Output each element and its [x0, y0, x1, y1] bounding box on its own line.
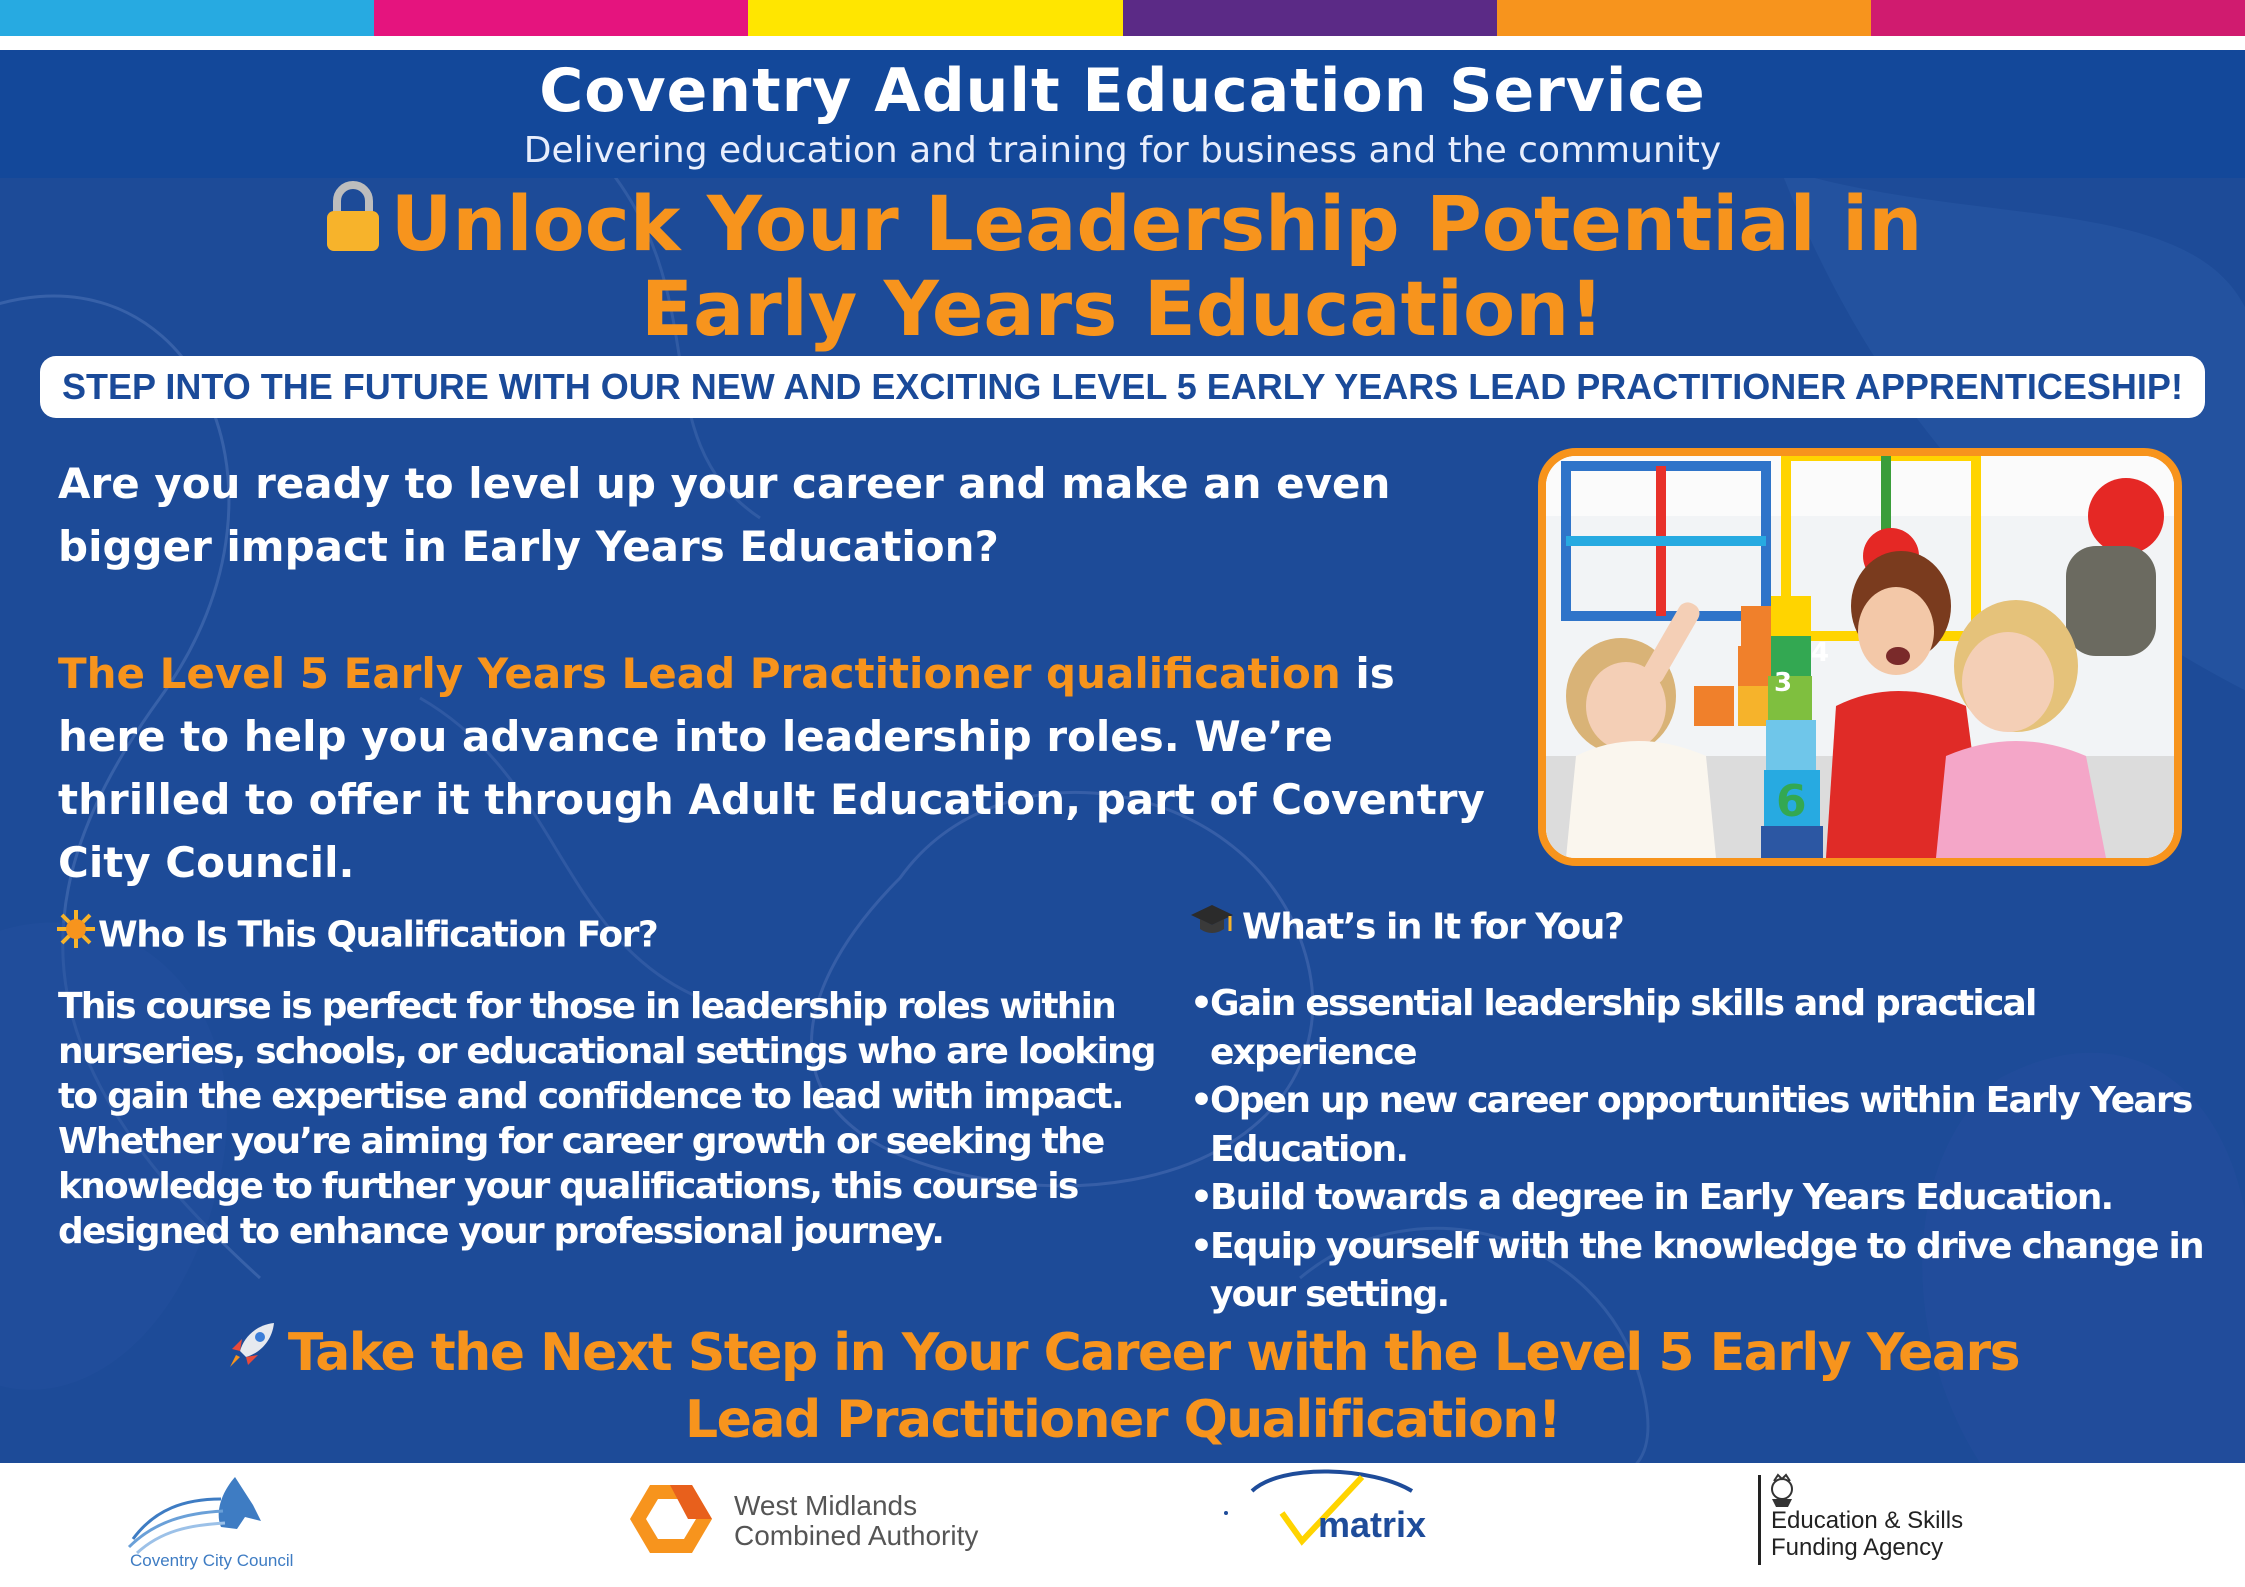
headline-line-1: Unlock Your Leadership Potential in — [390, 179, 1923, 268]
who-for-title — [56, 912, 657, 961]
call-to-action — [0, 1322, 2245, 1451]
footer-logos — [0, 1463, 2245, 1587]
cta-line-1: Take the Next Step in Your Career with the Level 5 Early Years — [287, 1323, 2020, 1383]
graduation-cap-icon — [1190, 901, 1234, 950]
sun-icon — [56, 909, 96, 958]
who-for-body: This course is perfect for those in leadership roles within nurseries, schools, or educational settings who are looking to gain the expertise and confidence to lead with impact. Whether you’re aiming for career growth or seeking the knowledge to further your qualifications, this course is designed to enhance your professional journey. — [58, 986, 1155, 1252]
tagline: Delivering education and training for business and the community — [523, 130, 1722, 171]
header-bar — [0, 50, 2245, 178]
org-name: Coventry Adult Education Service — [539, 56, 1706, 126]
intro-text — [58, 452, 1498, 894]
esfa-logo-text — [1771, 1507, 1963, 1561]
wmca-logo — [628, 1481, 714, 1562]
stripe-segment — [1497, 0, 1871, 36]
esfa-line-2: Funding Agency — [1771, 1534, 1944, 1561]
list-item: • Build towards a degree in Early Years Education. — [1190, 1174, 2210, 1223]
headline-line-2: Early Years Education! — [641, 264, 1604, 353]
color-stripe — [0, 0, 2245, 36]
block-number: 6 — [1776, 776, 1807, 827]
wmca-logo-text — [734, 1491, 978, 1551]
list-item: • Gain essential leadership skills and practical experience — [1190, 980, 2210, 1077]
headline — [0, 179, 2245, 353]
stripe-segment — [748, 0, 1122, 36]
list-item: • Equip yourself with the knowledge to drive change in your setting. — [1190, 1223, 2210, 1320]
who-for-title-text: Who Is This Qualification For? — [98, 914, 658, 956]
coventry-city-council-logo — [125, 1469, 275, 1560]
divider — [0, 36, 2245, 50]
qualification-highlight: The Level 5 Early Years Lead Practitioner qualification — [58, 649, 1341, 698]
apprenticeship-banner — [40, 356, 2205, 418]
esfa-line-1: Education & Skills — [1771, 1507, 1964, 1534]
rocket-icon — [226, 1319, 278, 1385]
stripe-segment — [0, 0, 374, 36]
matrix-logo-text: matrix — [1318, 1504, 1427, 1545]
benefits-title — [1190, 904, 1623, 953]
qualification-rest: is here to help you advance into leadership roles. We’re thrilled to offer it through Adult Education, part of Coventry City Council. — [58, 649, 1485, 887]
block-number: 3 — [1774, 668, 1793, 698]
wmca-line-2: Combined Authority — [734, 1520, 979, 1551]
practitioner-with-children-photo — [1538, 448, 2182, 866]
stripe-segment — [1123, 0, 1497, 36]
matrix-logo — [1222, 1467, 1472, 1576]
wmca-line-1: West Midlands — [734, 1490, 918, 1521]
list-item: • Open up new career opportunities within Early Years Education. — [1190, 1077, 2210, 1174]
block-number: 4 — [1811, 638, 1830, 668]
coventry-logo-text: Coventry City Council — [130, 1551, 294, 1570]
intro-question: Are you ready to level up your career and make an even bigger impact in Early Years Education? — [58, 459, 1391, 571]
benefits-list — [1190, 980, 2210, 1320]
benefits-title-text: What’s in It for You? — [1242, 906, 1624, 948]
banner-text: STEP INTO THE FUTURE WITH OUR NEW AND EXCITING LEVEL 5 EARLY YEARS LEAD PRACTITIONER APPRENTICESHIP! — [62, 366, 2183, 407]
intro-qualification — [58, 642, 1498, 894]
stripe-segment — [1871, 0, 2245, 36]
cta-line-2: Lead Practitioner Qualification! — [684, 1390, 1561, 1450]
stripe-segment — [374, 0, 748, 36]
lock-icon — [323, 181, 383, 265]
